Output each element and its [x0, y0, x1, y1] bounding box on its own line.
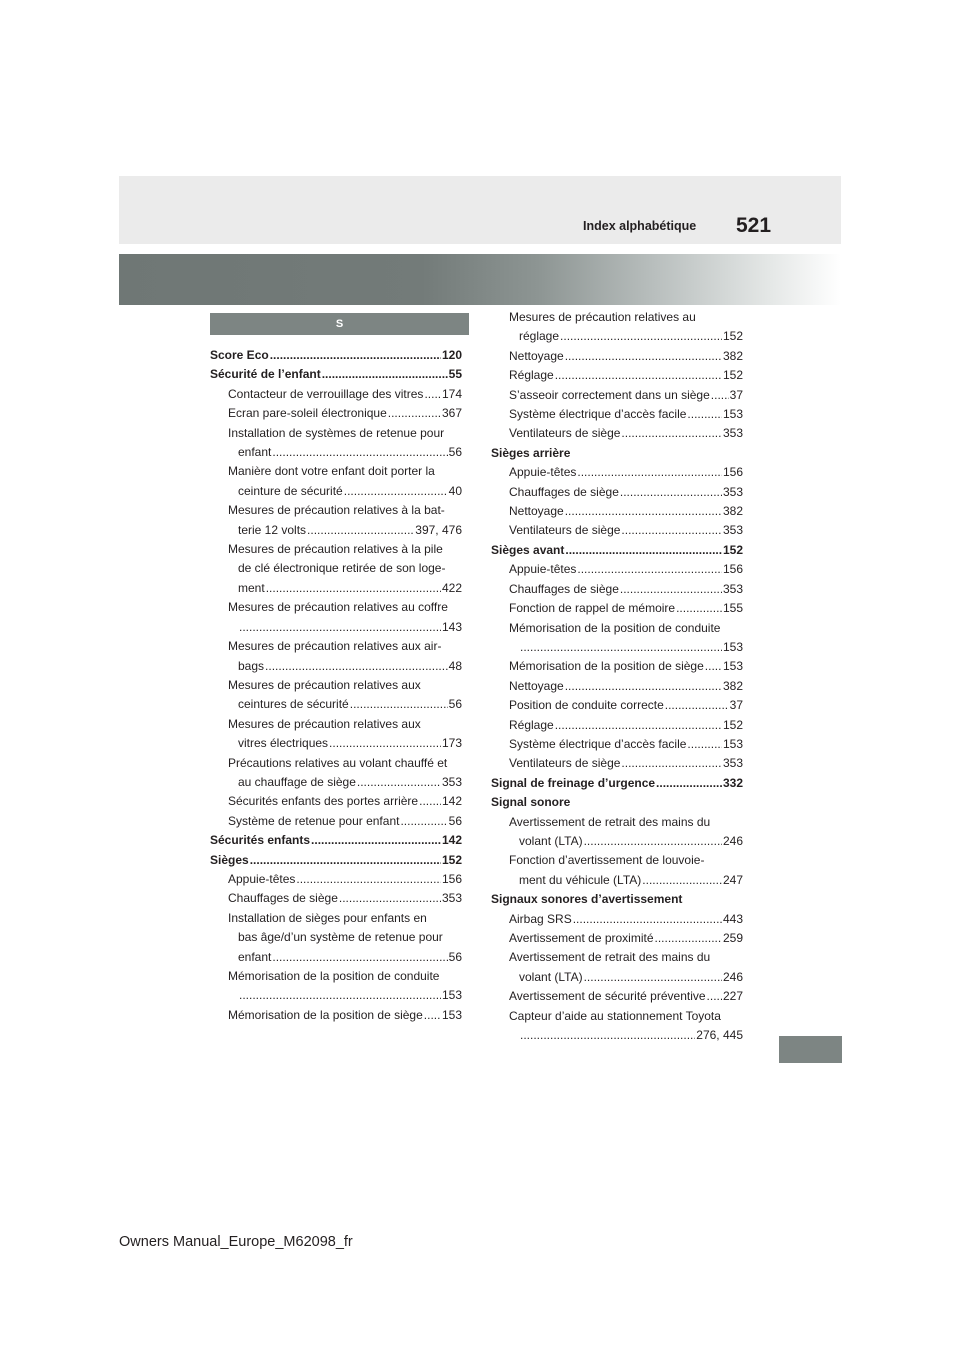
entry-page: 353	[722, 756, 743, 771]
entry-page: 40	[448, 483, 462, 498]
entry-text: Système électrique d’accès facile	[509, 736, 687, 751]
entry-text: Appuie-têtes	[509, 465, 577, 480]
dot-leader	[620, 483, 722, 502]
entry-page: 56	[448, 445, 462, 460]
index-subentry	[491, 521, 743, 540]
entry-text: Mesures de précaution relatives au coffre	[228, 600, 448, 615]
entry-page: 367	[441, 406, 462, 421]
index-subentry	[210, 540, 462, 559]
entry-page: 142	[441, 833, 462, 848]
index-continuation	[210, 579, 462, 598]
entry-text: Mesures de précaution relatives au	[509, 310, 696, 324]
entry-page: 332	[722, 775, 743, 790]
entry-page: 153	[441, 1007, 462, 1022]
dot-leader	[266, 579, 441, 598]
index-subentry	[491, 580, 743, 599]
entry-text: Ventilateurs de siège	[509, 523, 621, 538]
dot-leader	[577, 560, 722, 579]
index-continuation	[210, 948, 462, 967]
dot-leader	[419, 792, 441, 811]
dot-leader	[424, 385, 441, 404]
entry-page: 276, 445	[696, 1028, 743, 1043]
entry-text: Fonction d’avertissement de louvoie-	[509, 853, 705, 868]
entry-page: 174	[441, 386, 462, 401]
entry-text: de clé électronique retirée de son loge-	[238, 561, 446, 576]
entry-text: Sécurités enfants	[210, 833, 311, 848]
entry-text: Avertissement de retrait des mains du	[509, 950, 711, 965]
entry-page: 152	[441, 852, 462, 867]
entry-text: au chauffage de siège	[238, 774, 356, 789]
entry-text: Airbag SRS	[509, 911, 572, 926]
index-entry	[491, 890, 743, 909]
entry-text: Mémorisation de la position de siège	[228, 1007, 423, 1022]
index-continuation	[491, 871, 743, 890]
entry-text: Précautions relatives au volant chauffé et	[228, 755, 448, 770]
dot-leader	[400, 812, 447, 831]
dot-leader	[620, 580, 722, 599]
entry-page: 56	[448, 697, 462, 712]
index-column-right	[491, 308, 743, 1045]
dot-leader	[565, 677, 722, 696]
dot-leader	[520, 1026, 695, 1045]
entry-text: volant (LTA)	[519, 969, 583, 984]
index-subentry	[210, 637, 462, 656]
entry-page: 353	[441, 774, 462, 789]
index-subentry	[491, 657, 743, 676]
header-gradient-bar	[119, 254, 841, 305]
index-subentry	[491, 716, 743, 735]
dot-leader	[707, 987, 722, 1006]
entry-text: Nettoyage	[509, 348, 564, 363]
dot-leader	[560, 327, 722, 346]
dot-leader	[239, 618, 441, 637]
index-subentry	[210, 501, 462, 520]
dot-leader	[687, 405, 722, 424]
dot-leader	[272, 443, 447, 462]
entry-text: Fonction de rappel de mémoire	[509, 601, 676, 616]
index-entry	[210, 346, 462, 365]
dot-leader	[520, 638, 722, 657]
index-subentry	[210, 754, 462, 773]
index-subentry	[491, 619, 743, 638]
entry-text: Position de conduite correcte	[509, 698, 664, 713]
index-subentry	[491, 366, 743, 385]
dot-leader	[565, 541, 722, 560]
entry-text: Sécurités enfants des portes arrière	[228, 794, 419, 809]
entry-page: 143	[441, 619, 462, 634]
entry-text: Signaux sonores d’avertissement	[491, 892, 683, 907]
index-entry	[210, 365, 462, 384]
index-subentry	[210, 967, 462, 986]
entry-page: 152	[722, 542, 743, 557]
entry-text: Système électrique d’accès facile	[509, 407, 687, 422]
index-entry	[491, 774, 743, 793]
index-subentry	[210, 792, 462, 811]
entry-text: Nettoyage	[509, 678, 564, 693]
index-continuation	[491, 327, 743, 346]
index-continuation	[210, 657, 462, 676]
entry-page: 48	[448, 658, 462, 673]
entry-page: 152	[722, 717, 743, 732]
dot-leader	[339, 889, 441, 908]
index-subentry	[210, 385, 462, 404]
dot-leader	[621, 521, 722, 540]
entry-text: réglage	[519, 329, 560, 344]
entry-page: 247	[722, 872, 743, 887]
entry-page: 397, 476	[415, 522, 462, 537]
index-continuation	[491, 968, 743, 987]
entry-page: 120	[441, 348, 462, 362]
index-continuation	[491, 638, 743, 657]
index-subentry	[491, 851, 743, 870]
entry-text: Installation de sièges pour enfants en	[228, 910, 427, 925]
footer-text: Owners Manual_Europe_M62098_fr	[119, 1234, 353, 1250]
entry-text: Installation de systèmes de retenue pour	[228, 425, 445, 440]
entry-text: Nettoyage	[509, 504, 564, 519]
index-subentry	[491, 560, 743, 579]
section-title: Index alphabétique	[583, 219, 697, 233]
entry-text: ment du véhicule (LTA)	[519, 872, 642, 887]
entry-text: Ventilateurs de siège	[509, 756, 621, 771]
entry-page: 156	[441, 871, 462, 886]
index-subentry	[491, 599, 743, 618]
entry-text: Mesures de précaution relatives à la pile	[228, 542, 443, 557]
entry-text: enfant	[238, 445, 272, 460]
index-column-left	[210, 346, 462, 1025]
entry-text: Manière dont votre enfant doit porter la	[228, 464, 435, 479]
dot-leader	[296, 870, 441, 889]
entry-text: Chauffages de siège	[509, 581, 619, 596]
entry-text: Contacteur de verrouillage des vitres	[228, 386, 424, 401]
index-subentry	[210, 424, 462, 443]
page-number: 521	[736, 214, 772, 237]
entry-page: 353	[441, 891, 462, 906]
entry-page: 382	[722, 504, 743, 519]
entry-page: 353	[722, 581, 743, 596]
index-subentry	[210, 676, 462, 695]
dot-leader	[656, 774, 722, 793]
dot-leader	[665, 696, 729, 715]
index-subentry	[491, 483, 743, 502]
entry-page: 353	[722, 484, 743, 499]
index-entry	[491, 444, 743, 463]
dot-leader	[311, 831, 441, 850]
dot-leader	[322, 365, 448, 384]
entry-page: 56	[448, 813, 462, 828]
entry-page: 153	[722, 407, 743, 422]
index-continuation	[491, 832, 743, 851]
dot-leader	[584, 968, 722, 987]
entry-text: Réglage	[509, 368, 554, 383]
index-subentry	[491, 929, 743, 948]
entry-page: 353	[722, 523, 743, 538]
entry-text: ment	[238, 580, 265, 595]
entry-page: 153	[441, 988, 462, 1003]
index-subentry	[491, 696, 743, 715]
entry-text: Mesures de précaution relatives aux	[228, 677, 421, 692]
index-subentry	[210, 812, 462, 831]
entry-text: Réglage	[509, 717, 554, 732]
entry-text: ceintures de sécurité	[238, 697, 349, 712]
index-subentry	[491, 987, 743, 1006]
entry-text: Mesures de précaution relatives aux air-	[228, 639, 442, 654]
index-entry	[491, 793, 743, 812]
entry-text: Système de retenue pour enfant	[228, 813, 400, 828]
index-subentry	[210, 462, 462, 481]
entry-page: 152	[722, 368, 743, 383]
index-subentry	[491, 463, 743, 482]
letter-header: S	[210, 313, 469, 335]
entry-page: 382	[722, 678, 743, 693]
dot-leader	[265, 657, 448, 676]
index-subentry	[491, 386, 743, 405]
index-subentry	[210, 909, 462, 928]
dot-leader	[565, 502, 722, 521]
entry-text: Mesures de précaution relatives à la bat-	[228, 503, 445, 518]
dot-leader	[555, 716, 722, 735]
entry-page: 173	[441, 736, 462, 751]
index-subentry	[491, 347, 743, 366]
entry-text: S’asseoir correctement dans un siège	[509, 387, 710, 402]
index-subentry	[210, 715, 462, 734]
index-subentry	[491, 502, 743, 521]
dot-leader	[621, 754, 722, 773]
index-continuation	[210, 443, 462, 462]
index-continuation	[210, 986, 462, 1005]
index-subentry	[210, 404, 462, 423]
dot-leader	[555, 366, 722, 385]
index-entry	[491, 541, 743, 560]
entry-page: 246	[722, 833, 743, 848]
index-subentry	[210, 870, 462, 889]
entry-text: Sièges	[210, 852, 249, 867]
dot-leader	[239, 986, 441, 1005]
index-subentry	[491, 1007, 743, 1026]
dot-leader	[272, 948, 447, 967]
entry-text: Appuie-têtes	[509, 562, 577, 577]
entry-page: 37	[729, 387, 743, 402]
entry-text: bas âge/d’un système de retenue pour	[238, 930, 443, 945]
entry-text: Avertissement de sécurité préventive	[509, 989, 706, 1004]
dot-leader	[388, 404, 441, 423]
entry-text: Signal sonore	[491, 795, 571, 810]
dot-leader	[357, 773, 441, 792]
dot-leader	[621, 424, 722, 443]
entry-text: Signal de freinage d’urgence	[491, 775, 656, 790]
entry-page: 37	[729, 698, 743, 713]
entry-page: 246	[722, 969, 743, 984]
index-continuation	[491, 1026, 743, 1045]
entry-page: 156	[722, 465, 743, 480]
entry-text: enfant	[238, 949, 272, 964]
dot-leader	[655, 929, 722, 948]
entry-text: Avertissement de retrait des mains du	[509, 814, 711, 829]
entry-text: ceinture de sécurité	[238, 483, 343, 498]
index-continuation	[210, 521, 462, 540]
dot-leader	[424, 1006, 441, 1025]
dot-leader	[350, 695, 448, 714]
entry-text: Chauffages de siège	[509, 484, 619, 499]
entry-text: terie 12 volts	[238, 522, 307, 537]
entry-text: Mémorisation de la position de conduite	[228, 969, 440, 983]
dot-leader	[687, 735, 722, 754]
entry-text: Sièges avant	[491, 542, 565, 557]
dot-leader	[711, 386, 729, 405]
entry-page: 152	[722, 329, 743, 344]
index-continuation	[210, 773, 462, 792]
entry-text: Mémorisation de la position de conduite	[509, 620, 721, 635]
entry-text: bags	[238, 658, 265, 673]
dot-leader	[270, 346, 441, 365]
index-subentry	[210, 1006, 462, 1025]
dot-leader	[642, 871, 722, 890]
entry-page: 153	[722, 639, 743, 654]
index-continuation	[210, 928, 462, 947]
entry-page: 422	[441, 580, 462, 595]
entry-text: Mémorisation de la position de siège	[509, 659, 704, 674]
entry-page: 155	[722, 601, 743, 616]
index-subentry	[491, 405, 743, 424]
entry-page: 142	[441, 794, 462, 809]
dot-leader	[676, 599, 722, 618]
entry-text: Sièges arrière	[491, 445, 571, 460]
dot-leader	[705, 657, 722, 676]
entry-text: vitres électriques	[238, 736, 329, 751]
entry-page: 153	[722, 659, 743, 674]
entry-page: 56	[448, 949, 462, 964]
index-subentry	[210, 889, 462, 908]
entry-page: 382	[722, 348, 743, 363]
entry-text: Chauffages de siège	[228, 891, 338, 906]
side-tab	[779, 1036, 842, 1063]
index-subentry	[491, 754, 743, 773]
entry-text: Appuie-têtes	[228, 871, 296, 886]
entry-page: 353	[722, 426, 743, 441]
entry-text: volant (LTA)	[519, 833, 583, 848]
dot-leader	[565, 347, 722, 366]
entry-page: 227	[722, 989, 743, 1004]
dot-leader	[584, 832, 722, 851]
dot-leader	[329, 734, 441, 753]
entry-page: 55	[448, 367, 462, 382]
index-subentry	[491, 677, 743, 696]
entry-text: Avertissement de proximité	[509, 931, 654, 945]
index-subentry	[491, 813, 743, 832]
entry-text: Capteur d’aide au stationnement Toyota	[509, 1008, 721, 1023]
index-subentry	[491, 308, 743, 327]
dot-leader	[577, 463, 722, 482]
entry-page: 259	[722, 931, 743, 945]
entry-text: Sécurité de l’enfant	[210, 367, 321, 382]
dot-leader	[344, 482, 448, 501]
index-entry	[210, 851, 462, 870]
index-subentry	[491, 735, 743, 754]
index-continuation	[210, 482, 462, 501]
entry-text: Score Eco	[210, 348, 269, 362]
dot-leader	[573, 910, 722, 929]
entry-text: Ecran pare-soleil électronique	[228, 406, 387, 421]
index-continuation	[210, 695, 462, 714]
index-subentry	[491, 424, 743, 443]
entry-page: 156	[722, 562, 743, 577]
index-subentry	[491, 948, 743, 967]
entry-text: Ventilateurs de siège	[509, 426, 621, 441]
index-entry	[210, 831, 462, 850]
index-continuation	[210, 618, 462, 637]
index-continuation	[210, 734, 462, 753]
entry-text: Mesures de précaution relatives aux	[228, 716, 421, 731]
index-continuation	[210, 559, 462, 578]
index-subentry	[491, 910, 743, 929]
entry-page: 443	[722, 911, 743, 926]
header-band	[119, 176, 841, 244]
index-subentry	[210, 598, 462, 617]
dot-leader	[307, 521, 414, 540]
dot-leader	[250, 851, 441, 870]
entry-page: 153	[722, 736, 743, 751]
